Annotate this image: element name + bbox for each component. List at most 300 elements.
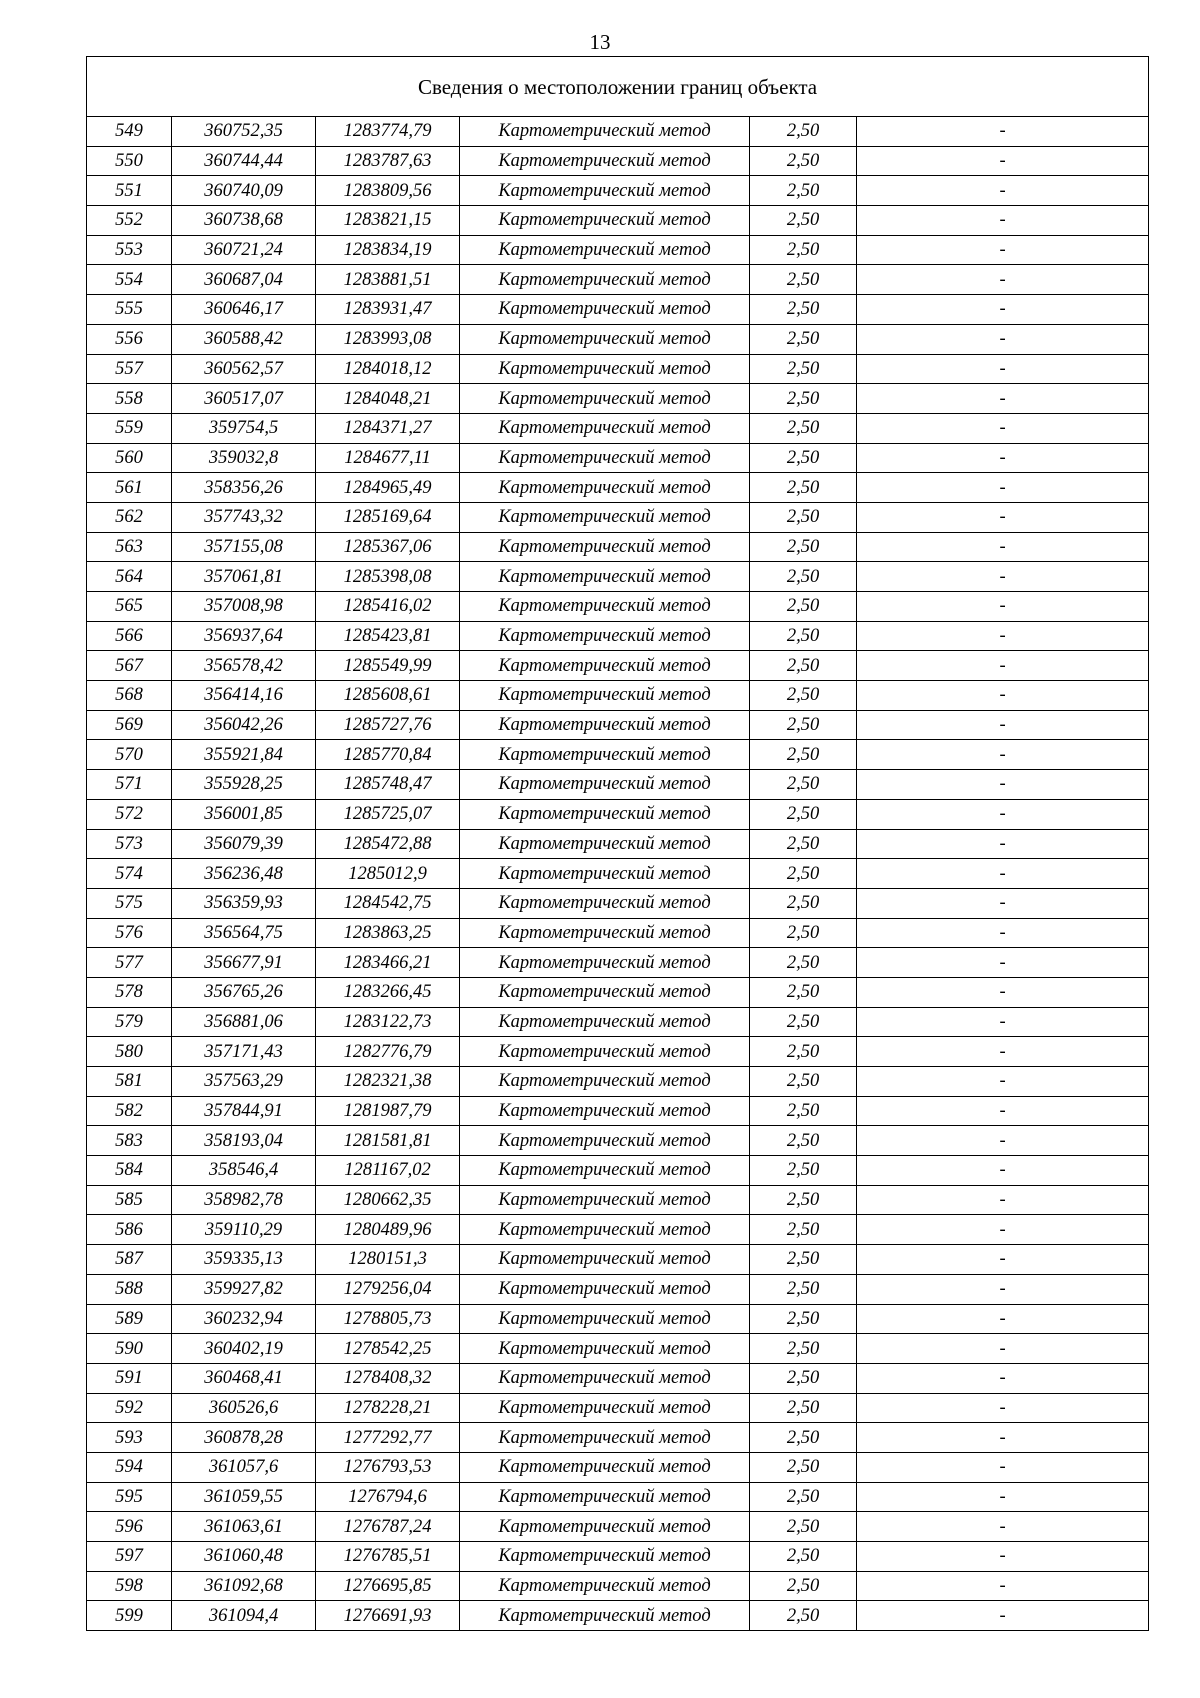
description-cell: - [857,1452,1149,1482]
description-cell: - [857,206,1149,236]
y-coordinate-cell: 1284965,49 [316,473,460,503]
table-row [87,621,1149,651]
accuracy-cell: 2,50 [750,829,857,859]
method-cell: Картометрический метод [460,1393,750,1423]
x-coordinate-cell: 356765,26 [172,977,316,1007]
x-coordinate-cell: 360232,94 [172,1304,316,1334]
point-number-cell: 589 [87,1304,172,1334]
x-coordinate-cell: 357563,29 [172,1067,316,1097]
x-coordinate-cell: 361063,61 [172,1512,316,1542]
x-coordinate-cell: 356042,26 [172,710,316,740]
description-cell: - [857,1067,1149,1097]
description-cell: - [857,740,1149,770]
accuracy-cell: 2,50 [750,1274,857,1304]
x-coordinate-cell: 356236,48 [172,859,316,889]
accuracy-cell: 2,50 [750,443,857,473]
point-number-cell: 593 [87,1423,172,1453]
description-cell: - [857,651,1149,681]
description-cell: - [857,799,1149,829]
table-row [87,1096,1149,1126]
point-number-cell: 573 [87,829,172,859]
table-row [87,235,1149,265]
y-coordinate-cell: 1278408,32 [316,1363,460,1393]
method-cell: Картометрический метод [460,948,750,978]
y-coordinate-cell: 1285727,76 [316,710,460,740]
y-coordinate-cell: 1281167,02 [316,1156,460,1186]
y-coordinate-cell: 1285748,47 [316,770,460,800]
accuracy-cell: 2,50 [750,413,857,443]
accuracy-cell: 2,50 [750,1067,857,1097]
point-number-cell: 599 [87,1601,172,1631]
y-coordinate-cell: 1283931,47 [316,295,460,325]
table-row [87,1334,1149,1364]
accuracy-cell: 2,50 [750,799,857,829]
table-row [87,1245,1149,1275]
point-number-cell: 597 [87,1542,172,1572]
accuracy-cell: 2,50 [750,918,857,948]
point-number-cell: 574 [87,859,172,889]
method-cell: Картометрический метод [460,1037,750,1067]
description-cell: - [857,1215,1149,1245]
point-number-cell: 562 [87,502,172,532]
table-row [87,384,1149,414]
y-coordinate-cell: 1284677,11 [316,443,460,473]
description-cell: - [857,295,1149,325]
table-row [87,681,1149,711]
description-cell: - [857,324,1149,354]
x-coordinate-cell: 357844,91 [172,1096,316,1126]
point-number-cell: 552 [87,206,172,236]
point-number-cell: 598 [87,1571,172,1601]
accuracy-cell: 2,50 [750,770,857,800]
method-cell: Картометрический метод [460,621,750,651]
y-coordinate-cell: 1276793,53 [316,1452,460,1482]
accuracy-cell: 2,50 [750,1215,857,1245]
description-cell: - [857,1601,1149,1631]
accuracy-cell: 2,50 [750,948,857,978]
table-row [87,977,1149,1007]
point-number-cell: 556 [87,324,172,354]
y-coordinate-cell: 1283881,51 [316,265,460,295]
method-cell: Картометрический метод [460,859,750,889]
x-coordinate-cell: 358193,04 [172,1126,316,1156]
accuracy-cell: 2,50 [750,502,857,532]
accuracy-cell: 2,50 [750,1156,857,1186]
accuracy-cell: 2,50 [750,1185,857,1215]
table-row [87,265,1149,295]
y-coordinate-cell: 1278805,73 [316,1304,460,1334]
point-number-cell: 560 [87,443,172,473]
x-coordinate-cell: 356001,85 [172,799,316,829]
method-cell: Картометрический метод [460,562,750,592]
accuracy-cell: 2,50 [750,176,857,206]
y-coordinate-cell: 1285725,07 [316,799,460,829]
y-coordinate-cell: 1282776,79 [316,1037,460,1067]
accuracy-cell: 2,50 [750,1571,857,1601]
table-row [87,413,1149,443]
point-number-cell: 572 [87,799,172,829]
point-number-cell: 585 [87,1185,172,1215]
point-number-cell: 557 [87,354,172,384]
table-row [87,651,1149,681]
y-coordinate-cell: 1281581,81 [316,1126,460,1156]
y-coordinate-cell: 1283863,25 [316,918,460,948]
y-coordinate-cell: 1284018,12 [316,354,460,384]
x-coordinate-cell: 359927,82 [172,1274,316,1304]
table-row [87,799,1149,829]
x-coordinate-cell: 360562,57 [172,354,316,384]
x-coordinate-cell: 360740,09 [172,176,316,206]
accuracy-cell: 2,50 [750,710,857,740]
x-coordinate-cell: 360878,28 [172,1423,316,1453]
method-cell: Картометрический метод [460,770,750,800]
point-number-cell: 575 [87,888,172,918]
description-cell: - [857,1423,1149,1453]
method-cell: Картометрический метод [460,740,750,770]
description-cell: - [857,592,1149,622]
y-coordinate-cell: 1283122,73 [316,1007,460,1037]
y-coordinate-cell: 1283834,19 [316,235,460,265]
x-coordinate-cell: 357743,32 [172,502,316,532]
point-number-cell: 596 [87,1512,172,1542]
description-cell: - [857,413,1149,443]
point-number-cell: 563 [87,532,172,562]
description-cell: - [857,1185,1149,1215]
description-cell: - [857,918,1149,948]
table-row [87,1452,1149,1482]
x-coordinate-cell: 360738,68 [172,206,316,236]
x-coordinate-cell: 358982,78 [172,1185,316,1215]
description-cell: - [857,562,1149,592]
point-number-cell: 568 [87,681,172,711]
point-number-cell: 578 [87,977,172,1007]
y-coordinate-cell: 1285608,61 [316,681,460,711]
accuracy-cell: 2,50 [750,1304,857,1334]
table-row [87,592,1149,622]
x-coordinate-cell: 356881,06 [172,1007,316,1037]
method-cell: Картометрический метод [460,443,750,473]
table-row [87,948,1149,978]
accuracy-cell: 2,50 [750,740,857,770]
accuracy-cell: 2,50 [750,532,857,562]
x-coordinate-cell: 360721,24 [172,235,316,265]
description-cell: - [857,1156,1149,1186]
y-coordinate-cell: 1285423,81 [316,621,460,651]
y-coordinate-cell: 1285398,08 [316,562,460,592]
accuracy-cell: 2,50 [750,384,857,414]
method-cell: Картометрический метод [460,295,750,325]
accuracy-cell: 2,50 [750,888,857,918]
description-cell: - [857,1304,1149,1334]
method-cell: Картометрический метод [460,1304,750,1334]
method-cell: Картометрический метод [460,176,750,206]
y-coordinate-cell: 1280151,3 [316,1245,460,1275]
x-coordinate-cell: 356677,91 [172,948,316,978]
x-coordinate-cell: 359110,29 [172,1215,316,1245]
method-cell: Картометрический метод [460,413,750,443]
point-number-cell: 586 [87,1215,172,1245]
table-row [87,1363,1149,1393]
table-row [87,206,1149,236]
x-coordinate-cell: 359754,5 [172,413,316,443]
y-coordinate-cell: 1283266,45 [316,977,460,1007]
method-cell: Картометрический метод [460,651,750,681]
point-number-cell: 571 [87,770,172,800]
table-row [87,562,1149,592]
method-cell: Картометрический метод [460,977,750,1007]
x-coordinate-cell: 361057,6 [172,1452,316,1482]
table-row [87,1007,1149,1037]
point-number-cell: 583 [87,1126,172,1156]
method-cell: Картометрический метод [460,1334,750,1364]
table-row [87,1156,1149,1186]
point-number-cell: 565 [87,592,172,622]
description-cell: - [857,473,1149,503]
point-number-cell: 553 [87,235,172,265]
description-cell: - [857,1245,1149,1275]
accuracy-cell: 2,50 [750,1423,857,1453]
accuracy-cell: 2,50 [750,1542,857,1572]
table-row [87,146,1149,176]
y-coordinate-cell: 1276785,51 [316,1542,460,1572]
description-cell: - [857,1512,1149,1542]
x-coordinate-cell: 357171,43 [172,1037,316,1067]
point-number-cell: 584 [87,1156,172,1186]
description-cell: - [857,888,1149,918]
method-cell: Картометрический метод [460,799,750,829]
method-cell: Картометрический метод [460,1423,750,1453]
point-number-cell: 566 [87,621,172,651]
y-coordinate-cell: 1282321,38 [316,1067,460,1097]
accuracy-cell: 2,50 [750,1334,857,1364]
y-coordinate-cell: 1285416,02 [316,592,460,622]
description-cell: - [857,977,1149,1007]
point-number-cell: 579 [87,1007,172,1037]
table-row [87,295,1149,325]
x-coordinate-cell: 361092,68 [172,1571,316,1601]
description-cell: - [857,1096,1149,1126]
y-coordinate-cell: 1285472,88 [316,829,460,859]
description-cell: - [857,117,1149,147]
description-cell: - [857,1571,1149,1601]
description-cell: - [857,265,1149,295]
accuracy-cell: 2,50 [750,473,857,503]
method-cell: Картометрический метод [460,1067,750,1097]
accuracy-cell: 2,50 [750,592,857,622]
accuracy-cell: 2,50 [750,117,857,147]
method-cell: Картометрический метод [460,592,750,622]
method-cell: Картометрический метод [460,1512,750,1542]
x-coordinate-cell: 360517,07 [172,384,316,414]
table-header-row [87,57,1149,117]
point-number-cell: 551 [87,176,172,206]
method-cell: Картометрический метод [460,265,750,295]
accuracy-cell: 2,50 [750,1007,857,1037]
description-cell: - [857,146,1149,176]
point-number-cell: 555 [87,295,172,325]
y-coordinate-cell: 1276695,85 [316,1571,460,1601]
point-number-cell: 569 [87,710,172,740]
accuracy-cell: 2,50 [750,1245,857,1275]
method-cell: Картометрический метод [460,1482,750,1512]
x-coordinate-cell: 360646,17 [172,295,316,325]
table-title: Сведения о местоположении границ объекта [87,57,1149,117]
table-row [87,176,1149,206]
table-row [87,1274,1149,1304]
x-coordinate-cell: 356359,93 [172,888,316,918]
method-cell: Картометрический метод [460,1274,750,1304]
x-coordinate-cell: 357008,98 [172,592,316,622]
x-coordinate-cell: 359335,13 [172,1245,316,1275]
method-cell: Картометрический метод [460,1542,750,1572]
method-cell: Картометрический метод [460,1007,750,1037]
table-row [87,1542,1149,1572]
x-coordinate-cell: 356937,64 [172,621,316,651]
y-coordinate-cell: 1277292,77 [316,1423,460,1453]
x-coordinate-cell: 359032,8 [172,443,316,473]
method-cell: Картометрический метод [460,235,750,265]
y-coordinate-cell: 1278228,21 [316,1393,460,1423]
method-cell: Картометрический метод [460,1185,750,1215]
description-cell: - [857,621,1149,651]
point-number-cell: 567 [87,651,172,681]
description-cell: - [857,1542,1149,1572]
point-number-cell: 587 [87,1245,172,1275]
x-coordinate-cell: 357061,81 [172,562,316,592]
method-cell: Картометрический метод [460,918,750,948]
description-cell: - [857,1126,1149,1156]
point-number-cell: 588 [87,1274,172,1304]
description-cell: - [857,859,1149,889]
table-row [87,117,1149,147]
x-coordinate-cell: 358546,4 [172,1156,316,1186]
y-coordinate-cell: 1279256,04 [316,1274,460,1304]
method-cell: Картометрический метод [460,888,750,918]
point-number-cell: 570 [87,740,172,770]
accuracy-cell: 2,50 [750,206,857,236]
point-number-cell: 581 [87,1067,172,1097]
description-cell: - [857,1007,1149,1037]
x-coordinate-cell: 355921,84 [172,740,316,770]
table-row [87,918,1149,948]
accuracy-cell: 2,50 [750,1393,857,1423]
method-cell: Картометрический метод [460,1126,750,1156]
accuracy-cell: 2,50 [750,651,857,681]
x-coordinate-cell: 356079,39 [172,829,316,859]
method-cell: Картометрический метод [460,146,750,176]
x-coordinate-cell: 355928,25 [172,770,316,800]
y-coordinate-cell: 1276787,24 [316,1512,460,1542]
accuracy-cell: 2,50 [750,1096,857,1126]
point-number-cell: 582 [87,1096,172,1126]
description-cell: - [857,443,1149,473]
method-cell: Картометрический метод [460,1571,750,1601]
x-coordinate-cell: 356578,42 [172,651,316,681]
y-coordinate-cell: 1285012,9 [316,859,460,889]
description-cell: - [857,532,1149,562]
description-cell: - [857,948,1149,978]
accuracy-cell: 2,50 [750,859,857,889]
table-row [87,324,1149,354]
x-coordinate-cell: 361059,55 [172,1482,316,1512]
accuracy-cell: 2,50 [750,1482,857,1512]
point-number-cell: 577 [87,948,172,978]
y-coordinate-cell: 1281987,79 [316,1096,460,1126]
table-row [87,859,1149,889]
description-cell: - [857,829,1149,859]
table-row [87,1482,1149,1512]
table-row [87,888,1149,918]
x-coordinate-cell: 360687,04 [172,265,316,295]
table-body [87,117,1149,1631]
boundary-coordinates-table [86,56,1149,1631]
accuracy-cell: 2,50 [750,1126,857,1156]
table-row [87,1601,1149,1631]
method-cell: Картометрический метод [460,206,750,236]
method-cell: Картометрический метод [460,532,750,562]
table-row [87,1126,1149,1156]
y-coordinate-cell: 1276794,6 [316,1482,460,1512]
x-coordinate-cell: 358356,26 [172,473,316,503]
y-coordinate-cell: 1276691,93 [316,1601,460,1631]
accuracy-cell: 2,50 [750,146,857,176]
point-number-cell: 591 [87,1363,172,1393]
description-cell: - [857,1393,1149,1423]
x-coordinate-cell: 360402,19 [172,1334,316,1364]
y-coordinate-cell: 1283787,63 [316,146,460,176]
table-row [87,1215,1149,1245]
x-coordinate-cell: 356564,75 [172,918,316,948]
x-coordinate-cell: 361060,48 [172,1542,316,1572]
x-coordinate-cell: 361094,4 [172,1601,316,1631]
table-row [87,1067,1149,1097]
x-coordinate-cell: 360744,44 [172,146,316,176]
point-number-cell: 550 [87,146,172,176]
x-coordinate-cell: 360752,35 [172,117,316,147]
point-number-cell: 595 [87,1482,172,1512]
y-coordinate-cell: 1285549,99 [316,651,460,681]
method-cell: Картометрический метод [460,117,750,147]
table-row [87,1304,1149,1334]
table-row [87,473,1149,503]
method-cell: Картометрический метод [460,1245,750,1275]
description-cell: - [857,354,1149,384]
accuracy-cell: 2,50 [750,1452,857,1482]
method-cell: Картометрический метод [460,681,750,711]
table-row [87,443,1149,473]
accuracy-cell: 2,50 [750,562,857,592]
y-coordinate-cell: 1285367,06 [316,532,460,562]
description-cell: - [857,1334,1149,1364]
y-coordinate-cell: 1283774,79 [316,117,460,147]
point-number-cell: 576 [87,918,172,948]
accuracy-cell: 2,50 [750,681,857,711]
method-cell: Картометрический метод [460,1096,750,1126]
y-coordinate-cell: 1285770,84 [316,740,460,770]
method-cell: Картометрический метод [460,473,750,503]
description-cell: - [857,681,1149,711]
y-coordinate-cell: 1285169,64 [316,502,460,532]
method-cell: Картометрический метод [460,502,750,532]
y-coordinate-cell: 1278542,25 [316,1334,460,1364]
table-row [87,1037,1149,1067]
method-cell: Картометрический метод [460,384,750,414]
description-cell: - [857,1274,1149,1304]
description-cell: - [857,710,1149,740]
description-cell: - [857,1037,1149,1067]
accuracy-cell: 2,50 [750,235,857,265]
description-cell: - [857,502,1149,532]
